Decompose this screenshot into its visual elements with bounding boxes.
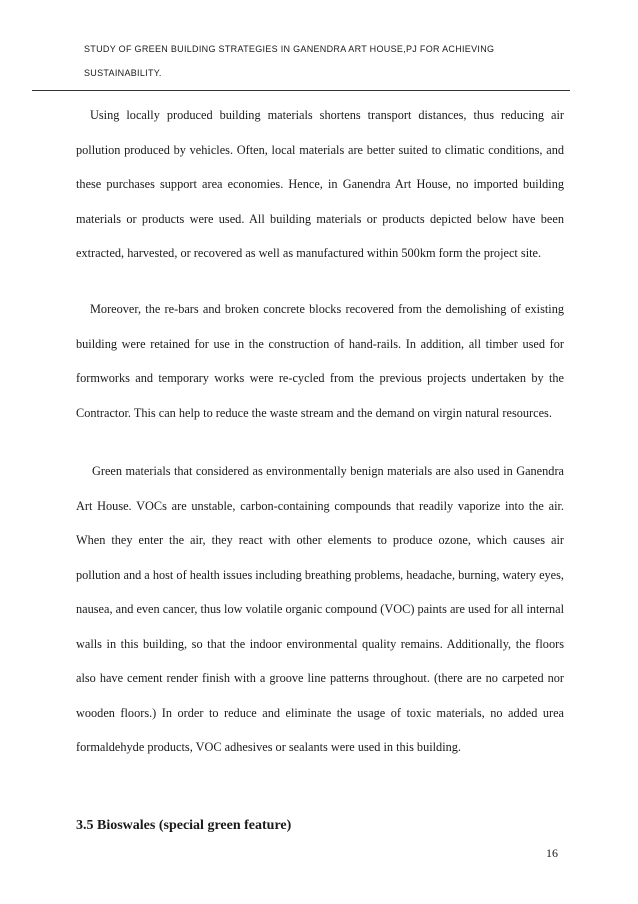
paragraph-local-materials: [76, 98, 564, 271]
running-header-line-2: SUSTAINABILITY.: [84, 68, 162, 78]
paragraph-text: Using locally produced building materials shortens transport distances, thus reducing air pollution produced by vehicles. Often, local materials are better suited to climatic conditions, and these purchases support area economies. Hence, in Ganendra Art House, no imported building materials or products were used. All building materials or products depicted below have been extracted, harvested, or recovered as well as manufactured within 500km form the project site.: [76, 108, 564, 260]
running-header-line-1: STUDY OF GREEN BUILDING STRATEGIES IN GANENDRA ART HOUSE,PJ FOR ACHIEVING: [84, 44, 495, 54]
paragraph-green-materials: [76, 454, 564, 765]
paragraph-text: Green materials that considered as environmentally benign materials are also used in Ganendra Art House. VOCs are unstable, carbon-containing compounds that readily vaporize into the air. When they enter the air, they react with other elements to produce ozone, which causes air pollution and a host of health issues including breathing problems, headache, burning, watery eyes, nausea, and even cancer, thus low volatile organic compound (VOC) paints are used for all internal walls in this building, so that the indoor environmental quality remains. Additionally, the floors also have cement render finish with a groove line patterns throughout. (there are no carpeted nor wooden floors.) In order to reduce and eliminate the usage of toxic materials, no added urea formaldehyde products, VOC adhesives or sealants were used in this building.: [76, 464, 564, 754]
page-number: 16: [546, 846, 558, 860]
running-header: [84, 37, 554, 85]
paragraph-text: Moreover, the re-bars and broken concrete blocks recovered from the demolishing of existing building were retained for use in the construction of hand-rails. In addition, all timber used for formworks and temporary works were re-cycled from the previous projects undertaken by the Contractor. This can help to reduce the waste stream and the demand on virgin natural resources.: [76, 302, 564, 420]
header-divider: [32, 90, 570, 91]
section-title: 3.5 Bioswales (special green feature): [76, 818, 292, 833]
paragraph-recycled-materials: [76, 292, 564, 430]
